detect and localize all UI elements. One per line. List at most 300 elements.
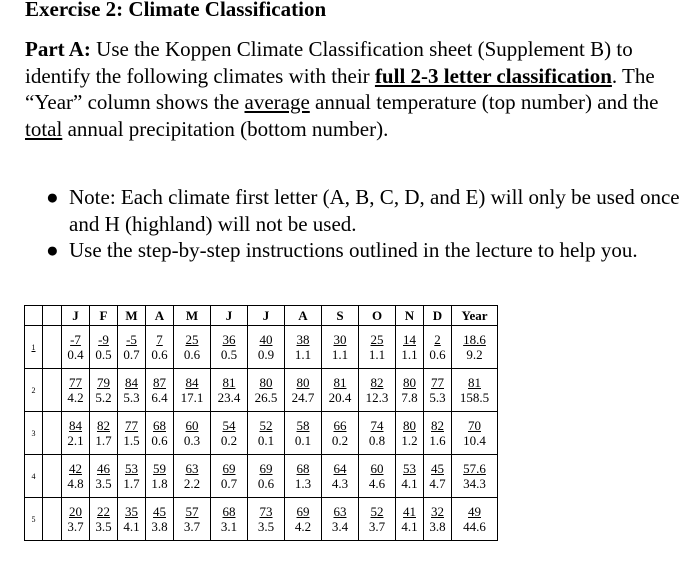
temperature-value: 60 xyxy=(370,461,384,476)
precipitation-value: 0.7 xyxy=(220,476,238,491)
precipitation-value: 4.1 xyxy=(401,476,418,491)
row-label: 3 xyxy=(25,412,43,455)
temp-precip-pair xyxy=(330,504,350,534)
temp-precip-pair xyxy=(461,418,488,448)
month-cell xyxy=(62,412,90,455)
temp-precip-pair xyxy=(179,375,206,405)
precipitation-value: 0.9 xyxy=(257,347,275,362)
month-cell xyxy=(285,498,322,541)
month-cell xyxy=(211,369,248,412)
month-cell xyxy=(118,455,146,498)
precipitation-value: 0.6 xyxy=(151,433,168,448)
temperature-value: 14 xyxy=(403,332,416,347)
month-cell xyxy=(424,412,452,455)
temperature-value: 64 xyxy=(333,461,347,476)
temperature-value: 68 xyxy=(153,418,166,433)
month-cell xyxy=(90,369,118,412)
temp-precip-pair xyxy=(461,461,488,491)
temperature-value: 25 xyxy=(370,332,384,347)
temp-precip-pair xyxy=(427,504,447,534)
temperature-value: 7 xyxy=(156,332,163,347)
precipitation-value: 4.1 xyxy=(123,519,140,534)
row-gap xyxy=(43,455,62,498)
precipitation-value: 1.1 xyxy=(401,347,418,362)
temp-precip-pair xyxy=(256,504,276,534)
temperature-value: 53 xyxy=(125,461,138,476)
temp-precip-pair xyxy=(330,461,350,491)
month-cell xyxy=(424,369,452,412)
temperature-value: 42 xyxy=(69,461,82,476)
temperature-value: 79 xyxy=(97,375,110,390)
precipitation-value: 23.4 xyxy=(217,390,241,405)
temperature-value: -7 xyxy=(70,332,81,347)
row-label: 2 xyxy=(25,369,43,412)
month-cell xyxy=(118,369,146,412)
temperature-value: 63 xyxy=(185,461,199,476)
month-cell xyxy=(285,326,322,369)
month-cell xyxy=(322,498,359,541)
month-cell xyxy=(146,498,174,541)
row-gap xyxy=(43,498,62,541)
precipitation-value: 24.7 xyxy=(291,390,315,405)
precipitation-value: 9.2 xyxy=(466,347,483,362)
temperature-value: 41 xyxy=(403,504,416,519)
precipitation-value: 34.3 xyxy=(463,476,486,491)
bullet-instructions xyxy=(46,237,700,264)
exercise-heading: Exercise 2: Climate Classification xyxy=(25,0,327,21)
table-row xyxy=(25,412,498,455)
row-gap xyxy=(43,412,62,455)
month-cell xyxy=(359,455,396,498)
part-a-text-4: annual precipitation (bottom number). xyxy=(62,116,389,141)
temperature-value: 73 xyxy=(259,504,273,519)
precipitation-value: 3.7 xyxy=(67,519,84,534)
temp-precip-pair xyxy=(182,461,202,491)
temp-precip-pair xyxy=(290,375,317,405)
month-cell xyxy=(359,412,396,455)
temp-precip-pair xyxy=(93,332,113,362)
temp-precip-pair xyxy=(330,418,350,448)
temperature-value: 68 xyxy=(222,504,236,519)
temperature-value: 81 xyxy=(222,375,236,390)
temperature-value: 80 xyxy=(259,375,273,390)
temp-precip-pair xyxy=(121,418,141,448)
part-a-average: average xyxy=(244,90,310,114)
header-may: M xyxy=(174,306,211,326)
precipitation-value: 7.8 xyxy=(401,390,418,405)
precipitation-value: 4.8 xyxy=(67,476,84,491)
precipitation-value: 3.5 xyxy=(95,476,112,491)
temperature-value: 59 xyxy=(153,461,166,476)
temperature-value: 66 xyxy=(333,418,347,433)
precipitation-value: 12.3 xyxy=(365,390,389,405)
month-cell xyxy=(396,369,424,412)
temperature-value: 18.6 xyxy=(463,332,486,347)
temperature-value: 70 xyxy=(468,418,481,433)
temp-precip-pair xyxy=(93,504,113,534)
month-cell xyxy=(322,326,359,369)
temp-precip-pair xyxy=(256,418,276,448)
bullet-icon: ● xyxy=(46,238,59,262)
temperature-value: 82 xyxy=(370,375,384,390)
temperature-value: 81 xyxy=(468,375,481,390)
month-cell xyxy=(285,412,322,455)
precipitation-value: 3.8 xyxy=(429,519,446,534)
temp-precip-pair xyxy=(256,461,276,491)
precipitation-value: 4.2 xyxy=(294,519,312,534)
month-cell xyxy=(174,455,211,498)
precipitation-value: 3.5 xyxy=(95,519,112,534)
month-cell xyxy=(248,498,285,541)
temp-precip-pair xyxy=(293,461,313,491)
bullet-note-text: Note: Each climate first letter (A, B, C, D, and E) will only be used once and H (highland) will not be used. xyxy=(69,185,680,236)
year-cell xyxy=(452,369,498,412)
precipitation-value: 3.8 xyxy=(151,519,168,534)
header-nov: N xyxy=(396,306,424,326)
month-cell xyxy=(285,369,322,412)
temperature-value: 69 xyxy=(222,461,236,476)
temperature-value: 40 xyxy=(259,332,273,347)
month-cell xyxy=(146,412,174,455)
temperature-value: 36 xyxy=(222,332,236,347)
precipitation-value: 5.3 xyxy=(123,390,140,405)
temperature-value: 60 xyxy=(185,418,199,433)
month-cell xyxy=(359,326,396,369)
temp-precip-pair xyxy=(461,332,488,362)
temperature-value: 69 xyxy=(259,461,273,476)
month-cell xyxy=(90,326,118,369)
precipitation-value: 3.7 xyxy=(368,519,386,534)
month-cell xyxy=(62,455,90,498)
temperature-value: 52 xyxy=(259,418,273,433)
temperature-value: 20 xyxy=(69,504,82,519)
precipitation-value: 0.6 xyxy=(257,476,275,491)
precipitation-value: 1.1 xyxy=(368,347,386,362)
month-cell xyxy=(211,326,248,369)
temp-precip-pair xyxy=(93,461,113,491)
header-jul: J xyxy=(248,306,285,326)
year-cell xyxy=(452,326,498,369)
month-cell xyxy=(118,326,146,369)
precipitation-value: 17.1 xyxy=(180,390,204,405)
precipitation-value: 10.4 xyxy=(463,433,486,448)
precipitation-value: 4.2 xyxy=(67,390,84,405)
table-row xyxy=(25,455,498,498)
part-a-text-3: annual temperature (top number) and the xyxy=(309,90,659,114)
month-cell xyxy=(396,498,424,541)
precipitation-value: 5.3 xyxy=(429,390,446,405)
month-cell xyxy=(174,326,211,369)
table-row xyxy=(25,498,498,541)
month-cell xyxy=(396,455,424,498)
temp-precip-pair xyxy=(256,332,276,362)
precipitation-value: 5.2 xyxy=(95,390,112,405)
row-label: 1 xyxy=(25,326,43,369)
temp-precip-pair xyxy=(364,375,391,405)
temp-precip-pair xyxy=(293,332,313,362)
temperature-value: 81 xyxy=(333,375,347,390)
temperature-value: 52 xyxy=(370,504,384,519)
temp-precip-pair xyxy=(182,332,202,362)
temperature-value: 32 xyxy=(431,504,444,519)
row-label: 4 xyxy=(25,455,43,498)
precipitation-value: 1.2 xyxy=(401,433,418,448)
temp-precip-pair xyxy=(182,504,202,534)
climate-data-table xyxy=(24,305,498,541)
month-cell xyxy=(322,455,359,498)
temperature-value: 80 xyxy=(403,418,416,433)
precipitation-value: 0.2 xyxy=(331,433,349,448)
temperature-value: 38 xyxy=(296,332,310,347)
row-gap xyxy=(43,369,62,412)
month-cell xyxy=(174,369,211,412)
precipitation-value: 6.4 xyxy=(151,390,168,405)
precipitation-value: 1.5 xyxy=(123,433,140,448)
temperature-value: 54 xyxy=(222,418,236,433)
month-cell xyxy=(211,412,248,455)
temperature-value: 77 xyxy=(125,418,138,433)
month-cell xyxy=(424,455,452,498)
temp-precip-pair xyxy=(149,461,169,491)
month-cell xyxy=(90,455,118,498)
year-cell xyxy=(452,455,498,498)
precipitation-value: 0.5 xyxy=(220,347,238,362)
temp-precip-pair xyxy=(65,418,85,448)
precipitation-value: 1.7 xyxy=(123,476,140,491)
part-a-emphasis: full 2-3 letter classification xyxy=(374,63,612,88)
month-cell xyxy=(396,412,424,455)
temp-precip-pair xyxy=(216,375,243,405)
temp-precip-pair xyxy=(219,332,239,362)
temperature-value: 74 xyxy=(370,418,384,433)
temp-precip-pair xyxy=(65,375,85,405)
header-apr: A xyxy=(146,306,174,326)
temp-precip-pair xyxy=(182,418,202,448)
table-header-row xyxy=(25,306,498,326)
precipitation-value: 3.7 xyxy=(183,519,201,534)
month-cell xyxy=(62,498,90,541)
temp-precip-pair xyxy=(367,418,387,448)
temperature-value: 45 xyxy=(153,504,166,519)
temp-precip-pair xyxy=(219,461,239,491)
precipitation-value: 0.5 xyxy=(95,347,112,362)
temp-precip-pair xyxy=(149,332,169,362)
precipitation-value: 1.1 xyxy=(294,347,312,362)
precipitation-value: 4.7 xyxy=(429,476,446,491)
month-cell xyxy=(248,369,285,412)
temperature-value: 84 xyxy=(125,375,138,390)
temp-precip-pair xyxy=(427,375,447,405)
precipitation-value: 0.1 xyxy=(294,433,312,448)
temp-precip-pair xyxy=(253,375,280,405)
month-cell xyxy=(211,498,248,541)
month-cell xyxy=(62,369,90,412)
temperature-value: 35 xyxy=(125,504,138,519)
temperature-value: 53 xyxy=(403,461,416,476)
temp-precip-pair xyxy=(399,375,419,405)
temp-precip-pair xyxy=(65,461,85,491)
temperature-value: -9 xyxy=(98,332,109,347)
precipitation-value: 0.6 xyxy=(183,347,201,362)
precipitation-value: 0.1 xyxy=(257,433,275,448)
month-cell xyxy=(424,498,452,541)
row-label-header xyxy=(25,306,43,326)
temp-precip-pair xyxy=(121,504,141,534)
part-a-text-1: Use the Koppen Climate Classification sheet (Supplement B) to identify the following climates with their xyxy=(25,37,633,88)
month-cell xyxy=(62,326,90,369)
precipitation-value: 0.8 xyxy=(368,433,386,448)
month-cell xyxy=(248,412,285,455)
temp-precip-pair xyxy=(219,504,239,534)
temp-precip-pair xyxy=(219,418,239,448)
table-row xyxy=(25,369,498,412)
temp-precip-pair xyxy=(427,418,447,448)
header-dec: D xyxy=(424,306,452,326)
gap-header xyxy=(43,306,62,326)
month-cell xyxy=(248,455,285,498)
precipitation-value: 20.4 xyxy=(328,390,352,405)
temp-precip-pair xyxy=(399,332,419,362)
bullet-icon: ● xyxy=(46,185,59,209)
month-cell xyxy=(211,455,248,498)
month-cell xyxy=(322,412,359,455)
month-cell xyxy=(322,369,359,412)
temperature-value: 82 xyxy=(431,418,444,433)
month-cell xyxy=(174,412,211,455)
header-jun: J xyxy=(211,306,248,326)
temperature-value: 2 xyxy=(434,332,441,347)
precipitation-value: 1.8 xyxy=(151,476,168,491)
month-cell xyxy=(146,326,174,369)
temp-precip-pair xyxy=(293,504,313,534)
month-cell xyxy=(146,369,174,412)
temp-precip-pair xyxy=(330,332,350,362)
part-a-label: Part A: xyxy=(25,37,91,61)
precipitation-value: 2.1 xyxy=(67,433,84,448)
temperature-value: 49 xyxy=(468,504,481,519)
part-a-total: total xyxy=(25,116,63,141)
temp-precip-pair xyxy=(65,332,85,362)
precipitation-value: 26.5 xyxy=(254,390,278,405)
header-feb: F xyxy=(90,306,118,326)
temperature-value: 69 xyxy=(296,504,310,519)
temperature-value: -5 xyxy=(126,332,137,347)
temperature-value: 77 xyxy=(69,375,82,390)
temperature-value: 45 xyxy=(431,461,444,476)
precipitation-value: 0.6 xyxy=(429,347,446,362)
month-cell xyxy=(118,412,146,455)
temperature-value: 22 xyxy=(97,504,110,519)
temperature-value: 25 xyxy=(185,332,199,347)
temp-precip-pair xyxy=(121,375,141,405)
precipitation-value: 4.1 xyxy=(401,519,418,534)
header-oct: O xyxy=(359,306,396,326)
month-cell xyxy=(424,326,452,369)
temperature-value: 57 xyxy=(185,504,199,519)
temperature-value: 30 xyxy=(333,332,347,347)
precipitation-value: 158.5 xyxy=(459,390,490,405)
temp-precip-pair xyxy=(427,461,447,491)
header-sep: S xyxy=(322,306,359,326)
temp-precip-pair xyxy=(458,375,491,405)
temp-precip-pair xyxy=(149,418,169,448)
precipitation-value: 3.5 xyxy=(257,519,275,534)
precipitation-value: 1.7 xyxy=(95,433,112,448)
temp-precip-pair xyxy=(427,332,447,362)
temperature-value: 84 xyxy=(69,418,82,433)
temp-precip-pair xyxy=(121,461,141,491)
month-cell xyxy=(285,455,322,498)
precipitation-value: 1.1 xyxy=(331,347,349,362)
precipitation-value: 0.4 xyxy=(67,347,84,362)
precipitation-value: 4.3 xyxy=(331,476,349,491)
temp-precip-pair xyxy=(399,418,419,448)
row-gap xyxy=(43,326,62,369)
temp-precip-pair xyxy=(293,418,313,448)
temperature-value: 58 xyxy=(296,418,310,433)
temp-precip-pair xyxy=(93,375,113,405)
precipitation-value: 0.3 xyxy=(183,433,201,448)
month-cell xyxy=(90,498,118,541)
table-row xyxy=(25,326,498,369)
precipitation-value: 3.4 xyxy=(331,519,349,534)
precipitation-value: 0.6 xyxy=(151,347,168,362)
bullet-instructions-text: Use the step-by-step instructions outlined in the lecture to help you. xyxy=(69,238,638,262)
month-cell xyxy=(396,326,424,369)
precipitation-value: 2.2 xyxy=(183,476,201,491)
year-cell xyxy=(452,412,498,455)
temp-precip-pair xyxy=(327,375,354,405)
temp-precip-pair xyxy=(149,504,169,534)
temperature-value: 84 xyxy=(185,375,199,390)
temp-precip-pair xyxy=(149,375,169,405)
temperature-value: 80 xyxy=(403,375,416,390)
temp-precip-pair xyxy=(367,332,387,362)
year-cell xyxy=(452,498,498,541)
temp-precip-pair xyxy=(399,504,419,534)
month-cell xyxy=(174,498,211,541)
temperature-value: 77 xyxy=(431,375,444,390)
temperature-value: 46 xyxy=(97,461,110,476)
temperature-value: 82 xyxy=(97,418,110,433)
precipitation-value: 0.7 xyxy=(123,347,140,362)
precipitation-value: 44.6 xyxy=(463,519,486,534)
precipitation-value: 0.2 xyxy=(220,433,238,448)
temp-precip-pair xyxy=(93,418,113,448)
temperature-value: 80 xyxy=(296,375,310,390)
temp-precip-pair xyxy=(461,504,488,534)
header-mar: M xyxy=(118,306,146,326)
header-year: Year xyxy=(452,306,498,326)
month-cell xyxy=(359,369,396,412)
temp-precip-pair xyxy=(65,504,85,534)
bullet-note xyxy=(46,184,700,237)
month-cell xyxy=(90,412,118,455)
month-cell xyxy=(248,326,285,369)
temperature-value: 87 xyxy=(153,375,166,390)
temperature-value: 63 xyxy=(333,504,347,519)
temp-precip-pair xyxy=(367,461,387,491)
precipitation-value: 1.3 xyxy=(294,476,312,491)
row-label: 5 xyxy=(25,498,43,541)
month-cell xyxy=(359,498,396,541)
temp-precip-pair xyxy=(399,461,419,491)
precipitation-value: 1.6 xyxy=(429,433,446,448)
temperature-value: 68 xyxy=(296,461,310,476)
temp-precip-pair xyxy=(121,332,141,362)
month-cell xyxy=(146,455,174,498)
header-jan: J xyxy=(62,306,90,326)
